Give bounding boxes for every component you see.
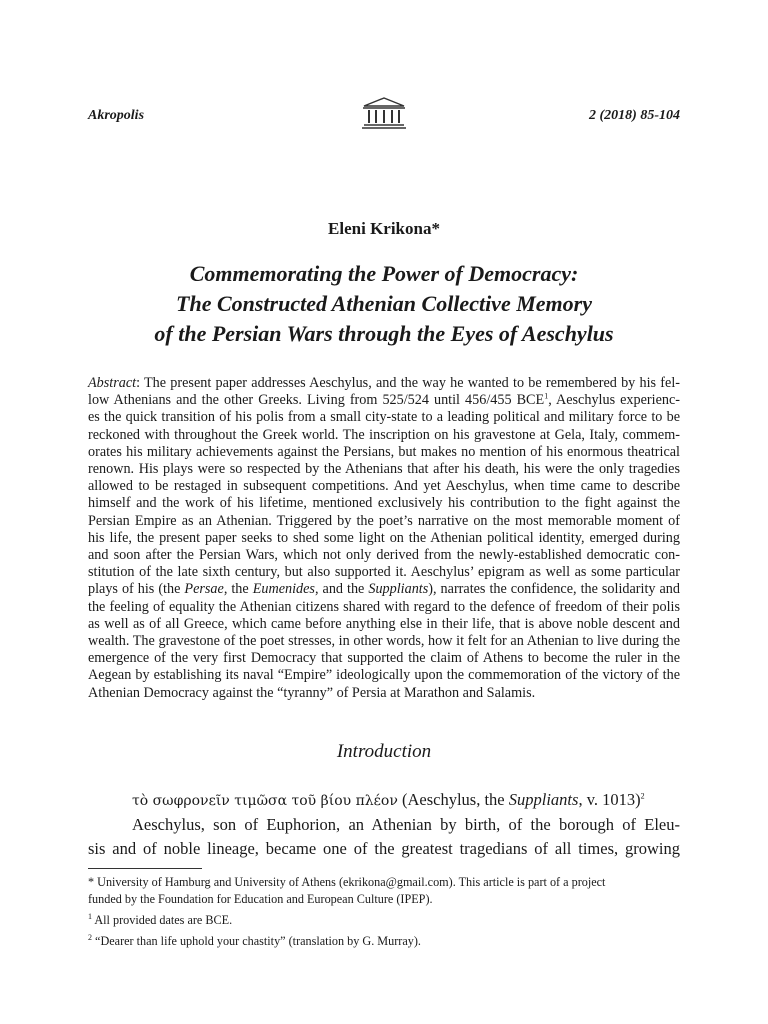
paragraph-line: sis and of noble lineage, became one of the greatest tragedians of all times, growing bbox=[88, 839, 680, 858]
abstract-line: es the quick transition of his polis from a small city-state to a leading political and military force to be bbox=[88, 409, 680, 426]
body-text bbox=[88, 788, 680, 861]
title-line: The Constructed Athenian Collective Memory bbox=[176, 291, 592, 316]
paragraph-line: Aeschylus, son of Euphorion, an Athenian by birth, of the borough of Eleu- bbox=[132, 815, 680, 834]
work-title: Suppliants bbox=[508, 790, 579, 809]
abstract-line: reckoned with throughout the Greek world. The inscription on his gravestone at Gela, Italy, commem- bbox=[88, 426, 680, 443]
abstract-line: his life, the present paper seeks to shed some light on the Athenian political identity, emerged during bbox=[88, 529, 680, 546]
abstract bbox=[88, 375, 680, 702]
footnote-1: $^1$ All provided dates are BCE. bbox=[88, 911, 233, 927]
footnote-ref: 2 bbox=[640, 791, 645, 801]
title-line: Commemorating the Power of Democracy: bbox=[189, 261, 579, 286]
abstract-label: Abstract bbox=[88, 375, 137, 391]
title-line: of the Persian Wars through the Eyes of Aeschylus bbox=[154, 321, 614, 346]
running-header bbox=[88, 96, 680, 136]
greek-quote: τὸ σωφρονεῖν τιμῶσα τοῦ βίου πλέον bbox=[132, 793, 398, 809]
section-heading: Introduction bbox=[336, 741, 432, 762]
issue-citation: 2 (2018) 85-104 bbox=[589, 108, 680, 123]
abstract-line: Abstract: The present paper addresses Aeschylus, and the way he wanted to be remembered by his fel- bbox=[88, 375, 680, 391]
footnote-divider bbox=[88, 868, 202, 869]
work-title: Persae bbox=[184, 581, 224, 598]
abstract-line: Persian Empire as an Athenian. Triggered by the poet’s narrative on the most memorable moment of bbox=[88, 512, 680, 529]
work-title: Suppliants bbox=[368, 581, 429, 598]
footnote-author: * University of Hamburg and University of Athens (ekrikona@gmail.com). This article is part of a project funded by the Foundation for Education and European Culture (IPEP). bbox=[88, 875, 606, 906]
footnote-2: $^2$ “Dearer than life uphold your chastity” (translation by G. Murray). bbox=[88, 932, 421, 948]
abstract-line: Aegean by establishing its naval “Empire” ideologically upon the commemoration of the victory of the bbox=[88, 667, 680, 684]
abstract-line: himself and the work of his lifetime, mentioned exclusively his contribution to the fight against the bbox=[88, 495, 680, 512]
abstract-line: low Athenians and the other Greeks. Living from 525/524 until 456/455 BCE$^1$, Aeschylus experienc- bbox=[88, 391, 680, 409]
author-name: Eleni Krikona* bbox=[328, 219, 440, 238]
abstract-line: allowed to be restaged in subsequent competitions. And yet Aeschylus, when time came to describe bbox=[88, 478, 680, 495]
abstract-line: plays of his (the Persae, the Eumenides, and the Suppliants), narrates the confidence, the solidarity and bbox=[88, 581, 680, 598]
abstract-line: and soon after the Persian Wars, which not only derived from the newly-established democratic con- bbox=[88, 547, 680, 564]
journal-name: Akropolis bbox=[88, 108, 145, 123]
abstract-line: renown. His plays were so respected by the Athenians that after his death, his were the only tragedies bbox=[88, 461, 680, 478]
epigraph: τὸ σωφρονεῖν τιμῶσα τοῦ βίου πλέον (Aeschylus, the Suppliants, v. 1013)$^2$ bbox=[132, 790, 645, 809]
article-title bbox=[88, 259, 680, 349]
abstract-line: emergence of the very first Democracy that supported the claim of Athens to become the ruler in the bbox=[88, 650, 680, 667]
footnote-ref: 1 bbox=[544, 391, 549, 401]
abstract-line: orates his military achievements against the Persians, but makes no mention of his enormous theatrical bbox=[88, 443, 680, 460]
abstract-line: stitution of the late sixth century, but also supported it. Aeschylus’ epigram as well as some particular bbox=[88, 564, 680, 581]
footnotes bbox=[88, 874, 680, 954]
abstract-line: wealth. The gravestone of the poet stresses, in other words, how it felt for an Athenian to live during the bbox=[88, 633, 680, 650]
temple-logo-icon bbox=[360, 96, 408, 132]
abstract-line: the feeling of equality the Athenian citizens shared with regard to the defence of freedom of their polis bbox=[88, 598, 680, 615]
abstract-line: as well as of all Greece, which came before anything else in their life, that is above noble descent and bbox=[88, 615, 680, 632]
work-title: Eumenides bbox=[252, 581, 315, 598]
abstract-line: Athenian Democracy against the “tyranny” of Persia at Marathon and Salamis. bbox=[88, 684, 536, 701]
